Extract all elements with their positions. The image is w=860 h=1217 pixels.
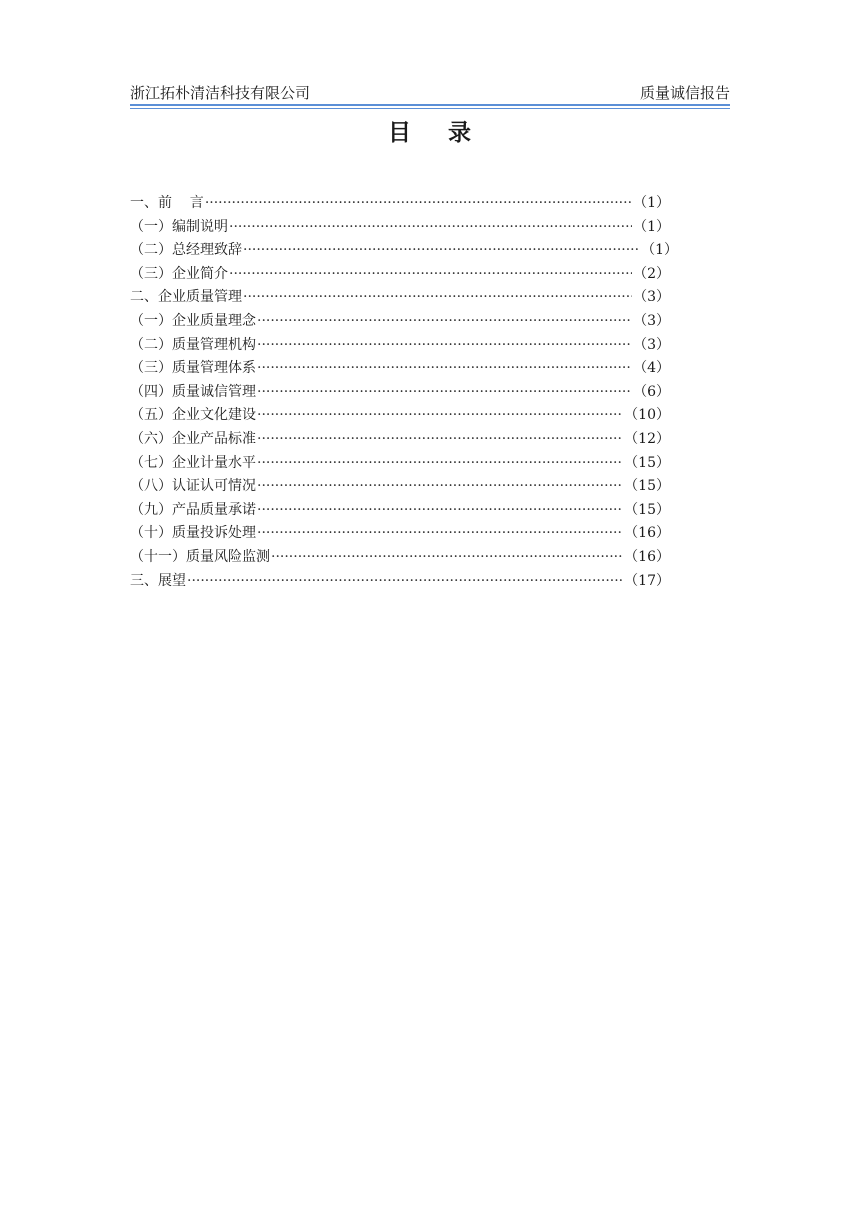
toc-entry[interactable] [130, 499, 670, 523]
toc-entry[interactable] [130, 452, 670, 476]
toc-entry-label: （十一）质量风险监测 [130, 548, 270, 565]
toc-entry[interactable] [130, 216, 670, 240]
toc-entry[interactable] [130, 570, 670, 594]
toc-entry-label: （二）质量管理机构 [130, 336, 256, 353]
toc-leader-dots [257, 381, 632, 403]
toc-entry[interactable] [130, 546, 670, 570]
company-name: 浙江拓朴清洁科技有限公司 [130, 84, 311, 102]
toc-entry-page: （16） [624, 548, 670, 565]
toc-entry-label: 三、展望 [130, 572, 186, 589]
toc-leader-dots [257, 310, 632, 332]
toc-leader-dots [257, 522, 623, 544]
toc-entry[interactable] [130, 404, 670, 428]
toc-entry[interactable] [130, 475, 670, 499]
toc-entry-page: （15） [624, 454, 670, 471]
toc-entry-page: （3） [633, 312, 670, 329]
header-rule-thick [130, 104, 730, 106]
toc-entry[interactable] [130, 286, 670, 310]
toc-entry[interactable] [130, 522, 670, 546]
toc-leader-dots [257, 475, 623, 497]
toc-leader-dots [229, 263, 632, 285]
toc-entry[interactable] [130, 334, 670, 358]
toc-entry[interactable] [130, 310, 670, 334]
toc-entry-page: （1） [641, 242, 678, 259]
toc-entry-label: （九）产品质量承诺 [130, 501, 256, 518]
toc-leader-dots [187, 570, 623, 592]
toc-entry-page: （10） [624, 407, 670, 424]
toc-entry-label: （五）企业文化建设 [130, 407, 256, 424]
toc-leader-dots [257, 428, 623, 450]
toc-entry[interactable] [130, 192, 670, 216]
toc-entry-page: （17） [624, 572, 670, 589]
toc-leader-dots [271, 546, 623, 568]
toc-entry-label: （八）认证认可情况 [130, 478, 256, 495]
toc-entry-label: （一）编制说明 [130, 218, 228, 235]
toc-entry-label: （四）质量诚信管理 [130, 383, 256, 400]
report-name: 质量诚信报告 [639, 84, 730, 102]
toc-entry-page: （1） [633, 218, 670, 235]
toc-entry-page: （16） [624, 525, 670, 542]
page-header [130, 83, 730, 105]
toc-entry-label: （一）企业质量理念 [130, 312, 256, 329]
toc-leader-dots [257, 357, 632, 379]
toc-entry-label: （十）质量投诉处理 [130, 525, 256, 542]
toc-leader-dots [257, 334, 632, 356]
toc-entry-label: （三）质量管理体系 [130, 360, 256, 377]
toc-entry-label: （六）企业产品标准 [130, 430, 256, 447]
toc-entry-label: （三）企业简介 [130, 265, 228, 282]
toc-entry-label: （二）总经理致辞 [130, 242, 242, 259]
page-title: 目 录 [387, 119, 473, 146]
header-rule-thin [130, 108, 730, 109]
toc-entry[interactable] [130, 357, 670, 381]
toc-entry-page: （1） [633, 195, 670, 211]
toc-leader-dots [205, 192, 632, 214]
toc-entry-page: （12） [624, 430, 670, 447]
toc-entry-page: （3） [633, 289, 670, 306]
toc-entry-page: （15） [624, 501, 670, 518]
toc-leader-dots [243, 286, 632, 308]
table-of-contents [130, 192, 678, 593]
toc-entry-label: 二、企业质量管理 [130, 289, 242, 306]
toc-leader-dots [257, 452, 623, 474]
toc-leader-dots [229, 216, 632, 238]
toc-entry[interactable] [130, 428, 670, 452]
toc-entry-page: （4） [633, 360, 670, 377]
toc-entry-page: （3） [633, 336, 670, 353]
toc-entry-page: （15） [624, 478, 670, 495]
toc-entry[interactable] [130, 381, 670, 405]
toc-entry-page: （6） [633, 383, 670, 400]
toc-entry-page: （2） [633, 265, 670, 282]
toc-leader-dots [257, 499, 623, 521]
toc-entry[interactable] [130, 239, 678, 263]
toc-leader-dots [257, 404, 623, 426]
toc-leader-dots [243, 239, 640, 261]
toc-entry[interactable] [130, 263, 670, 287]
toc-entry-label: （七）企业计量水平 [130, 454, 256, 471]
toc-entry-label: 一、前 言 [130, 195, 204, 211]
